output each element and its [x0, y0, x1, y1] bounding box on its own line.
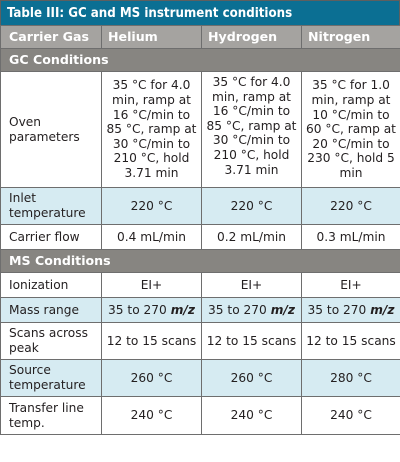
- cell-hydrogen: 12 to 15 scans: [202, 323, 302, 360]
- section-label-ms: MS Conditions: [1, 250, 400, 273]
- cell-helium: 240 °C: [102, 397, 202, 435]
- cell-helium: 220 °C: [102, 188, 202, 225]
- conditions-table: [0, 25, 400, 435]
- cell-hydrogen: [202, 298, 302, 323]
- header-cell-helium: Helium: [102, 26, 202, 49]
- table-row: [1, 397, 400, 435]
- mass-range-value: 35 to 270: [307, 302, 371, 317]
- table-row: [1, 72, 400, 188]
- cell-nitrogen: EI+: [302, 273, 400, 298]
- header-cell-hydrogen: Hydrogen: [202, 26, 302, 49]
- unit-mz: m/z: [170, 302, 195, 317]
- cell-nitrogen: 220 °C: [302, 188, 400, 225]
- row-label: Source temperature: [1, 360, 102, 397]
- cell-nitrogen: 12 to 15 scans: [302, 323, 400, 360]
- cell-nitrogen: 35 °C for 1.0 min, ramp at 10 °C/min to 60 °C, ramp at 20 °C/min to 230 °C, hold 5 min: [302, 72, 400, 188]
- cell-hydrogen: 260 °C: [202, 360, 302, 397]
- table-row: [1, 323, 400, 360]
- table-row: [1, 188, 400, 225]
- cell-nitrogen: 240 °C: [302, 397, 400, 435]
- row-label: Carrier flow: [1, 225, 102, 250]
- unit-mz: m/z: [270, 302, 295, 317]
- row-label: Ionization: [1, 273, 102, 298]
- table-row: [1, 360, 400, 397]
- mass-range-value: 35 to 270: [208, 302, 271, 317]
- section-label-gc: GC Conditions: [1, 49, 400, 72]
- row-label: Transfer line temp.: [1, 397, 102, 435]
- header-cell-nitrogen: Nitrogen: [302, 26, 400, 49]
- header-row: [1, 26, 400, 49]
- cell-nitrogen: 280 °C: [302, 360, 400, 397]
- table-title: Table III: GC and MS instrument conditions: [0, 0, 400, 25]
- unit-mz: m/z: [370, 302, 395, 317]
- section-row-ms: [1, 250, 400, 273]
- table-row: [1, 225, 400, 250]
- cell-hydrogen: 220 °C: [202, 188, 302, 225]
- row-label: Scans across peak: [1, 323, 102, 360]
- cell-hydrogen: 240 °C: [202, 397, 302, 435]
- cell-hydrogen: EI+: [202, 273, 302, 298]
- cell-helium: 12 to 15 scans: [102, 323, 202, 360]
- cell-helium: 0.4 mL/min: [102, 225, 202, 250]
- section-row-gc: [1, 49, 400, 72]
- cell-nitrogen: [302, 298, 400, 323]
- row-label: Oven parameters: [1, 72, 102, 188]
- cell-helium: 35 °C for 4.0 min, ramp at 16 °C/min to 85 °C, ramp at 30 °C/min to 210 °C, hold 3.71 min: [102, 72, 202, 188]
- cell-nitrogen: 0.3 mL/min: [302, 225, 400, 250]
- row-label: Mass range: [1, 298, 102, 323]
- row-label: Inlet temperature: [1, 188, 102, 225]
- cell-hydrogen: 0.2 mL/min: [202, 225, 302, 250]
- header-cell-carrier-gas: Carrier Gas: [1, 26, 102, 49]
- cell-helium: EI+: [102, 273, 202, 298]
- cell-helium: [102, 298, 202, 323]
- cell-hydrogen: 35 °C for 4.0 min, ramp at 16 °C/min to 85 °C, ramp at 30 °C/min to 210 °C, hold 3.71 min: [202, 72, 302, 188]
- table-row: [1, 298, 400, 323]
- cell-helium: 260 °C: [102, 360, 202, 397]
- mass-range-value: 35 to 270: [108, 302, 171, 317]
- table-row: [1, 273, 400, 298]
